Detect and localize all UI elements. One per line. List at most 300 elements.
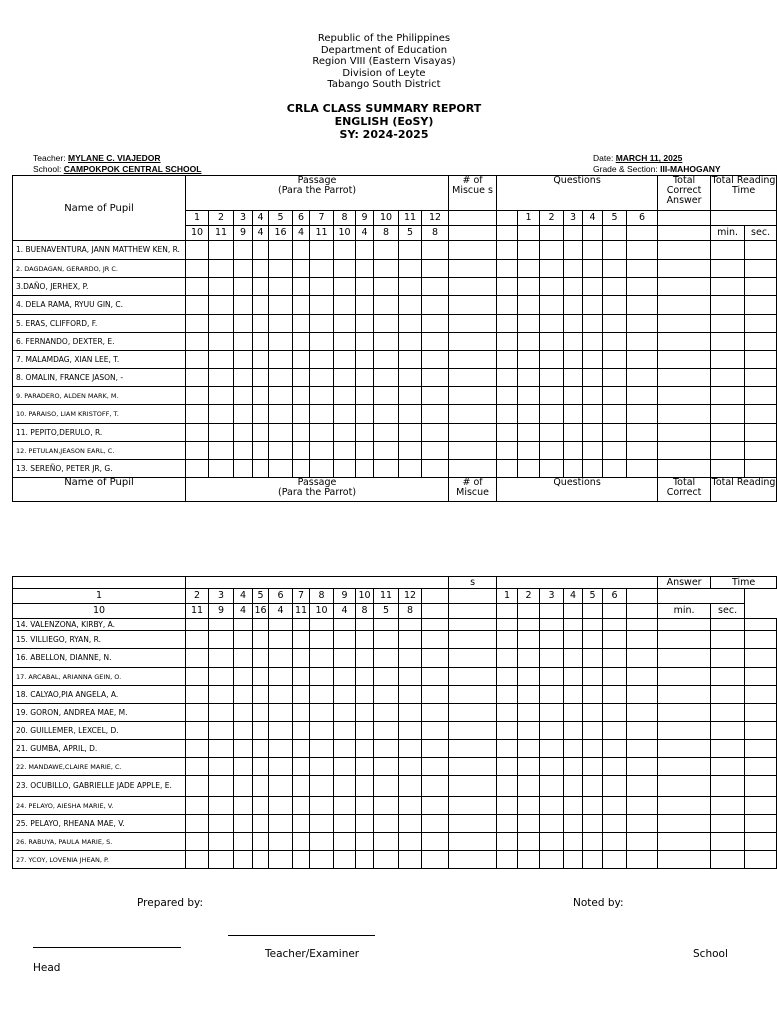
score-cell [374,241,399,260]
score-cell [658,405,711,424]
score-cell [564,387,583,405]
score-cell [540,424,564,442]
sec-label-cell: sec. [711,604,745,619]
score-cell [253,704,269,722]
score-cell [422,619,449,631]
score-cell [449,851,497,869]
score-cell [422,686,449,704]
summary-table-1 [12,175,777,502]
score-cell [449,740,497,758]
score-cell [356,797,374,815]
score-cell [658,740,711,758]
score-cell [564,241,583,260]
score-cell [711,631,745,649]
score-cell [603,668,627,686]
score-cell [253,351,269,369]
score-cell [449,260,497,278]
score-cell [518,405,540,424]
score-cell [658,260,711,278]
score-cell [310,776,334,797]
score-cell [374,442,399,460]
passage-number-cell: 6 [293,211,310,226]
score-cell [253,631,269,649]
score-cell [234,351,253,369]
score-cell [310,797,334,815]
date-value: MARCH 11, 2025 [615,153,683,163]
score-cell [564,631,583,649]
score-cell [497,296,518,315]
score-cell [186,686,209,704]
pupil-row [13,668,777,686]
score-cell [234,260,253,278]
score-cell [564,704,583,722]
score-cell [564,442,583,460]
head-signature-line [33,947,181,948]
score-cell [356,278,374,296]
score-cell [658,351,711,369]
score-cell [497,704,518,722]
score-cell [497,424,518,442]
score-cell [564,619,583,631]
score-cell [711,405,745,424]
score-cell [711,315,745,333]
score-cell [603,776,627,797]
score-cell [399,851,422,869]
score-cell [449,442,497,460]
correct-blank-cell [658,226,711,241]
document-header [0,33,768,91]
score-cell [253,758,269,776]
score-cell [449,758,497,776]
score-cell [209,296,234,315]
score-cell [253,369,269,387]
name-header-blank [13,577,186,589]
grade-value: III-MAHOGANY [660,164,721,174]
score-cell [564,851,583,869]
score-cell [234,722,253,740]
score-cell [540,278,564,296]
score-cell [356,333,374,351]
score-cell [399,424,422,442]
blank-cell [583,226,603,241]
score-cell [518,424,540,442]
score-cell [540,351,564,369]
score-cell [186,241,209,260]
score-cell [209,649,234,668]
passage-word-count-cell: 10 [186,226,209,241]
score-cell [399,631,422,649]
score-cell [564,649,583,668]
score-cell [269,668,293,686]
score-cell [449,424,497,442]
score-cell [603,351,627,369]
score-cell [711,442,745,460]
score-cell [540,460,564,478]
score-cell [374,686,399,704]
score-cell [356,833,374,851]
score-cell [293,619,310,631]
total-reading-header: Total Reading Time [711,176,777,211]
score-cell [658,797,711,815]
score-cell [658,722,711,740]
pupil-name-cell: 5. ERAS, CLIFFORD, F. [13,315,186,333]
score-cell [209,619,234,631]
score-cell [186,333,209,351]
score-cell [540,851,564,869]
score-cell [564,460,583,478]
score-cell [186,315,209,333]
score-cell [745,631,777,649]
score-cell [658,631,711,649]
score-cell [711,815,745,833]
score-cell [422,460,449,478]
score-cell [540,619,564,631]
correct-blank-cell [627,589,658,604]
teacher-examiner-label: Teacher/Examiner [265,948,360,960]
pupil-row [13,405,777,424]
passage-number-cell: 4 [234,589,253,604]
score-cell [310,387,334,405]
score-cell [356,631,374,649]
score-cell [497,797,518,815]
score-cell [711,833,745,851]
score-cell [209,278,234,296]
miscues-blank-cell [422,589,449,604]
score-cell [234,704,253,722]
passage-number-cell: 12 [422,211,449,226]
score-cell [497,776,518,797]
score-cell [564,369,583,387]
score-cell [603,758,627,776]
score-cell [186,815,209,833]
score-cell [627,833,658,851]
score-cell [745,851,777,869]
score-cell [209,776,234,797]
score-cell [711,649,745,668]
pupil-name-cell: 25. PELAYO, RHEANA MAE, V. [13,815,186,833]
header-line: Department of Education [320,44,448,56]
score-cell [253,815,269,833]
score-cell [269,351,293,369]
score-cell [399,722,422,740]
score-cell [627,797,658,815]
score-cell [711,851,745,869]
pupil-name-cell: 14. VALENZONA, KIRBY, A. [13,619,186,631]
score-cell [253,776,269,797]
score-cell [497,278,518,296]
score-cell [658,649,711,668]
score-cell [186,405,209,424]
school-label: School: [33,164,62,174]
score-cell [449,241,497,260]
score-cell [603,387,627,405]
score-cell [603,333,627,351]
score-cell [583,758,603,776]
score-cell [310,668,334,686]
pupil-name-cell: 2. DAGDAGAN, GERARDO, JR C. [13,260,186,278]
blank-cell [540,226,564,241]
score-cell [399,405,422,424]
score-cell [422,797,449,815]
pupil-row [13,833,777,851]
score-cell [399,619,422,631]
pupil-name-cell: 13. SEREÑO, PETER JR, G. [13,460,186,478]
score-cell [209,405,234,424]
score-cell [518,333,540,351]
score-cell [745,776,777,797]
score-cell [293,387,310,405]
score-cell [334,278,356,296]
score-cell [449,649,497,668]
score-cell [658,668,711,686]
passage-number-cell: 9 [334,589,356,604]
score-cell [356,851,374,869]
score-cell [518,351,540,369]
summary-table-2 [12,576,777,869]
score-cell [627,405,658,424]
pupil-row [13,631,777,649]
pupil-row [13,442,777,460]
score-cell [745,460,777,478]
score-cell [269,460,293,478]
score-cell [234,631,253,649]
score-cell [234,387,253,405]
score-cell [497,851,518,869]
score-cell [422,851,449,869]
passage-word-count-cell: 8 [374,226,399,241]
pupil-name-cell: 6. FERNANDO, DEXTER, E. [13,333,186,351]
score-cell [310,758,334,776]
passage-number-cell: 1 [186,211,209,226]
header-line: Division of Leyte [342,67,426,79]
score-cell [518,758,540,776]
score-cell [449,668,497,686]
score-cell [540,333,564,351]
score-cell [627,460,658,478]
score-cell [497,740,518,758]
score-cell [422,740,449,758]
score-cell [310,649,334,668]
score-cell [374,851,399,869]
score-cell [497,351,518,369]
pupil-row [13,278,777,296]
score-cell [399,241,422,260]
question-number-cell: 3 [564,211,583,226]
score-cell [356,460,374,478]
score-cell [310,315,334,333]
score-cell [334,241,356,260]
score-cell [422,278,449,296]
score-cell [658,296,711,315]
score-cell [497,815,518,833]
pupil-name-cell: 22. MANDAWE,CLAIRE MARIE, C. [13,758,186,776]
score-cell [422,333,449,351]
score-cell [564,740,583,758]
pupil-name-cell: 26. RABUYA, PAULA MARIE, S. [13,833,186,851]
score-cell [518,797,540,815]
teacher-name: MYLANE C. VIAJEDOR [67,153,161,163]
score-cell [745,351,777,369]
score-cell [564,424,583,442]
score-cell [310,241,334,260]
question-number-cell: 2 [540,211,564,226]
score-cell [374,619,399,631]
score-cell [583,405,603,424]
score-cell [234,241,253,260]
score-cell [374,740,399,758]
score-cell [334,722,356,740]
score-cell [269,442,293,460]
date-label: Date: [593,153,614,163]
score-cell [449,296,497,315]
score-cell [540,797,564,815]
score-cell [310,296,334,315]
score-cell [356,668,374,686]
score-cell [745,369,777,387]
score-cell [603,315,627,333]
score-cell [422,649,449,668]
score-cell [269,424,293,442]
score-cell [253,260,269,278]
title-line: ENGLISH (EoSY) [334,115,434,128]
pupil-row [13,815,777,833]
score-cell [310,833,334,851]
score-cell [293,758,310,776]
correct-header-tail: Answer [658,577,711,589]
score-cell [234,776,253,797]
score-cell [422,776,449,797]
score-cell [583,619,603,631]
score-cell [745,758,777,776]
score-cell [186,649,209,668]
score-cell [564,351,583,369]
passage-word-count-cell: 4 [293,226,310,241]
score-cell [583,315,603,333]
score-cell [334,351,356,369]
score-cell [186,631,209,649]
passage-header-blank [186,577,449,589]
score-cell [745,704,777,722]
score-cell [293,369,310,387]
score-cell [422,815,449,833]
pupil-name-cell: 27. YCOY, LOVENIA JHEAN, P. [13,851,186,869]
prepared-by-label: Prepared by: [137,897,203,909]
pupil-name-cell: 23. OCUBILLO, GABRIELLE JADE APPLE, E. [13,776,186,797]
score-cell [186,260,209,278]
score-cell [356,369,374,387]
score-cell [374,833,399,851]
score-cell [518,315,540,333]
score-cell [293,424,310,442]
pupil-name-cell: 10. PARAISO, LIAM KRISTOFF, T. [13,405,186,424]
score-cell [293,722,310,740]
score-cell [293,833,310,851]
score-cell [253,460,269,478]
score-cell [310,424,334,442]
score-cell [293,797,310,815]
score-cell [186,740,209,758]
score-cell [356,619,374,631]
score-cell [518,387,540,405]
pupil-row [13,387,777,405]
score-cell [399,442,422,460]
score-cell [334,686,356,704]
blank-cell [540,604,564,619]
score-cell [209,740,234,758]
score-cell [711,296,745,315]
score-cell [269,405,293,424]
score-cell [334,260,356,278]
score-cell [234,405,253,424]
score-cell [745,797,777,815]
score-cell [374,460,399,478]
pupil-name-cell: 3.DAÑO, JERHEX, P. [13,278,186,296]
score-cell [334,668,356,686]
passage-number-cell: 11 [374,589,399,604]
passage-number-cell: 8 [334,211,356,226]
score-cell [334,740,356,758]
pupil-name-cell: 1. BUENAVENTURA, JANN MATTHEW KEN, R. [13,241,186,260]
score-cell [540,649,564,668]
pupil-name-cell: 16. ABELLON, DIANNE, N. [13,649,186,668]
score-cell [293,631,310,649]
blank-cell [449,604,497,619]
score-cell [658,241,711,260]
score-cell [658,686,711,704]
score-cell [374,315,399,333]
score-cell [497,619,518,631]
score-cell [518,460,540,478]
score-cell [449,351,497,369]
score-cell [186,704,209,722]
score-cell [209,442,234,460]
score-cell [334,776,356,797]
score-cell [564,815,583,833]
score-cell [518,278,540,296]
score-cell [399,758,422,776]
passage-number-cell: 8 [310,589,334,604]
passage-word-count-cell: 11 [310,226,334,241]
score-cell [583,722,603,740]
score-cell [253,851,269,869]
score-cell [540,241,564,260]
score-cell [745,722,777,740]
score-cell [583,851,603,869]
score-cell [603,460,627,478]
score-cell [497,333,518,351]
score-cell [422,315,449,333]
score-cell [711,758,745,776]
miscues-header: # of Miscue s [449,176,497,211]
score-cell [422,631,449,649]
score-cell [540,776,564,797]
score-cell [234,278,253,296]
score-cell [293,241,310,260]
passage-header [186,176,449,211]
score-cell [603,369,627,387]
score-cell [209,815,234,833]
score-cell [334,460,356,478]
score-cell [745,649,777,668]
pupil-name-cell: 21. GUMBA, APRIL, D. [13,740,186,758]
score-cell [711,668,745,686]
score-cell [627,668,658,686]
passage-word-count-cell: 5 [374,604,399,619]
score-cell [269,722,293,740]
score-cell [422,424,449,442]
question-number-cell: 2 [518,589,540,604]
score-cell [518,649,540,668]
